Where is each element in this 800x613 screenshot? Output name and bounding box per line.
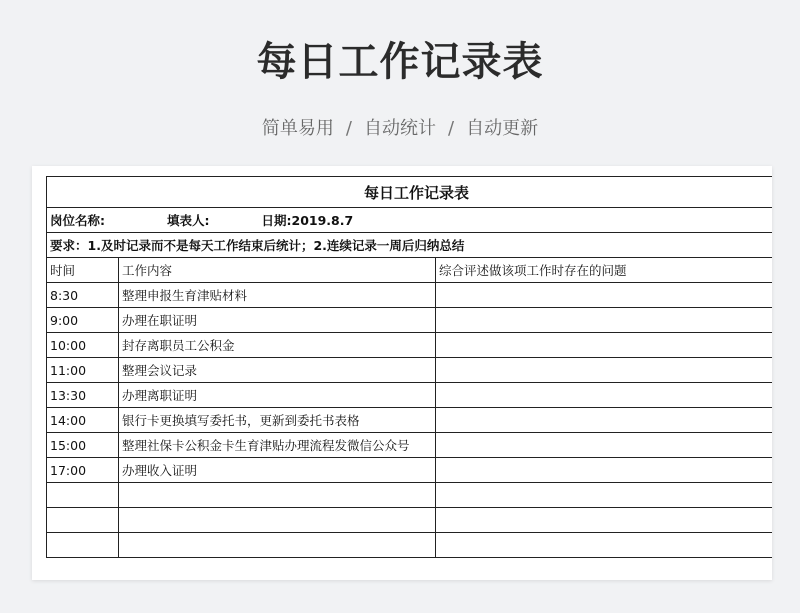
sheet-title-row <box>47 177 773 208</box>
comment-cell <box>436 358 773 383</box>
column-header-row <box>47 258 773 283</box>
table-row <box>47 283 773 308</box>
table-row <box>47 458 773 483</box>
comment-cell <box>436 408 773 433</box>
column-header-content: 工作内容 <box>119 258 436 283</box>
date-label: 日期: <box>261 213 292 228</box>
comment-cell <box>436 533 773 558</box>
table-row <box>47 333 773 358</box>
content-cell <box>119 533 436 558</box>
comment-cell <box>436 433 773 458</box>
time-cell: 17:00 <box>47 458 119 483</box>
time-cell: 8:30 <box>47 283 119 308</box>
content-cell: 办理在职证明 <box>119 308 436 333</box>
content-cell: 整理申报生育津贴材料 <box>119 283 436 308</box>
content-cell: 银行卡更换填写委托书，更新到委托书表格 <box>119 408 436 433</box>
table-row <box>47 508 773 533</box>
subtitle-part-auto-stats: 自动统计 <box>364 118 436 139</box>
time-cell: 14:00 <box>47 408 119 433</box>
table-row <box>47 408 773 433</box>
time-cell: 10:00 <box>47 333 119 358</box>
work-log-table <box>46 176 772 558</box>
comment-cell <box>436 333 773 358</box>
table-row <box>47 433 773 458</box>
requirement-row <box>47 233 773 258</box>
spreadsheet-preview <box>32 166 772 580</box>
column-header-time: 时间 <box>47 258 119 283</box>
time-cell: 9:00 <box>47 308 119 333</box>
info-cell <box>47 208 773 233</box>
content-cell <box>119 483 436 508</box>
subtitle-separator: / <box>448 118 455 139</box>
content-cell: 整理社保卡公积金卡生育津贴办理流程发微信公众号 <box>119 433 436 458</box>
table-row <box>47 383 773 408</box>
comment-cell <box>436 508 773 533</box>
column-header-comment: 综合评述做该项工作时存在的问题 <box>436 258 773 283</box>
table-row <box>47 483 773 508</box>
info-row <box>47 208 773 233</box>
comment-cell <box>436 383 773 408</box>
table-row <box>47 533 773 558</box>
comment-cell <box>436 458 773 483</box>
subtitle-part-easy: 简单易用 <box>261 118 334 139</box>
comment-cell <box>436 483 773 508</box>
comment-cell <box>436 283 773 308</box>
table-row <box>47 358 773 383</box>
page-title: 每日工作记录表 <box>256 39 544 85</box>
subtitle-separator: / <box>345 118 352 139</box>
position-label: 岗位名称: <box>50 213 105 228</box>
filler-label: 填表人: <box>167 213 210 228</box>
time-cell <box>47 533 119 558</box>
content-cell <box>119 508 436 533</box>
comment-cell <box>436 308 773 333</box>
content-cell: 整理会议记录 <box>119 358 436 383</box>
time-cell: 13:30 <box>47 383 119 408</box>
time-cell <box>47 483 119 508</box>
content-cell: 办理离职证明 <box>119 383 436 408</box>
subtitle <box>0 114 800 140</box>
subtitle-part-auto-update: 自动更新 <box>466 118 539 139</box>
content-cell: 封存离职员工公积金 <box>119 333 436 358</box>
content-cell: 办理收入证明 <box>119 458 436 483</box>
sheet-title: 每日工作记录表 <box>47 177 773 208</box>
time-cell: 15:00 <box>47 433 119 458</box>
table-row <box>47 308 773 333</box>
requirement-cell: 要求：1.及时记录而不是每天工作结束后统计；2.连续记录一周后归纳总结 <box>47 233 773 258</box>
time-cell <box>47 508 119 533</box>
date-value: 2019.8.7 <box>291 213 354 228</box>
time-cell: 11:00 <box>47 358 119 383</box>
